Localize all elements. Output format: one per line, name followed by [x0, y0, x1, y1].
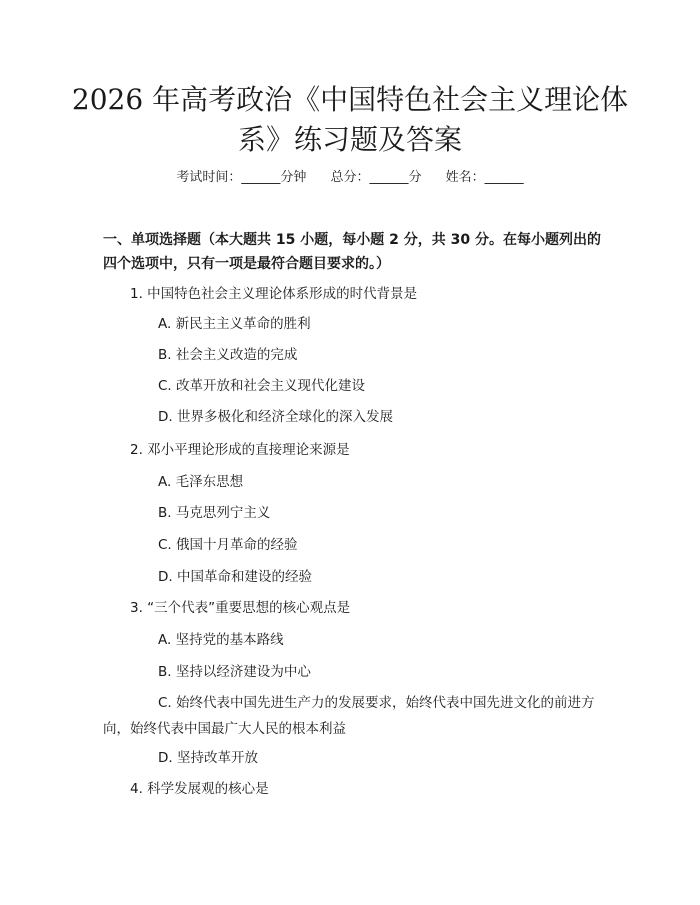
document-title-line-2: 系》练习题及答案: [237, 123, 462, 156]
question-stem: 3. “三个代表”重要思想的核心观点是: [130, 600, 351, 616]
exam-meta: [0, 168, 700, 188]
document-title-line-1: 2026 年高考政治《中国特色社会主义理论体: [71, 83, 629, 116]
option-b: B. 马克思列宁主义: [158, 505, 271, 521]
section-heading: 一、单项选择题（本大题共 15 小题，每小题 2 分，共 30 分。在每小题列出的四个选项中，只有一项是最符合题目要求的。）: [103, 232, 601, 272]
option-d: D. 中国革命和建设的经验: [158, 569, 312, 585]
question-stem: 2. 邓小平理论形成的直接理论来源是: [130, 442, 350, 458]
option-a: A. 坚持党的基本路线: [158, 632, 284, 648]
option-c: C. 俄国十月革命的经验: [158, 537, 298, 553]
student-name-field: 姓名：______: [445, 170, 524, 185]
question-stem: 1. 中国特色社会主义理论体系形成的时代背景是: [130, 286, 418, 302]
option-c: C. 始终代表中国先进生产力的发展要求，始终代表中国先进文化的前进方向，始终代表中国最广大人民的根本利益: [103, 695, 595, 737]
option-b: B. 坚持以经济建设为中心: [158, 664, 311, 680]
option-d: D. 世界多极化和经济全球化的深入发展: [158, 409, 393, 425]
total-score-field: 总分：______分: [330, 170, 422, 185]
question-stem: 4. 科学发展观的核心是: [130, 781, 269, 797]
option-c: C. 改革开放和社会主义现代化建设: [158, 378, 366, 394]
option-b: B. 社会主义改造的完成: [158, 347, 298, 363]
option-a: A. 新民主主义革命的胜利: [158, 316, 311, 332]
option-a: A. 毛泽东思想: [158, 474, 244, 490]
exam-time-field: 考试时间：______分钟: [176, 170, 307, 185]
option-d: D. 坚持改革开放: [158, 750, 258, 766]
